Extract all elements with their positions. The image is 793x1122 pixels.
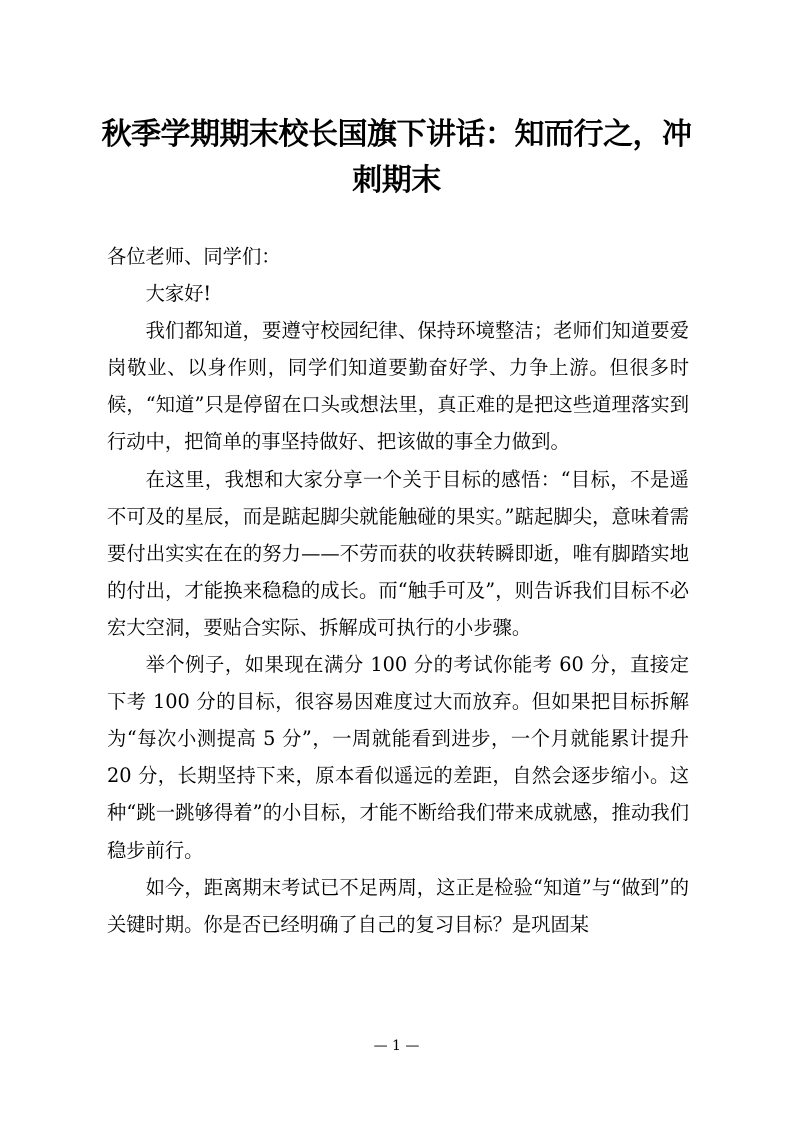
document-title: 秋季学期期末校长国旗下讲话：知而行之，冲刺期末 — [101, 117, 692, 198]
paragraph: 在这里，我想和大家分享一个关于目标的感悟：“目标，不是遥不可及的星辰，而是踮起脚尖就能触碰的果实。”踮起脚尖，意味着需要付出实实在在的努力——不劳而获的收获转瞬即逝，唯有脚踏实地的付出，才能换来稳稳的成长。而“触手可及”，则告诉我们目标不必宏大空洞，要贴合实际、拆解成可执行的小步骤。 — [107, 467, 689, 639]
paragraph: 如今，距离期末考试已不足两周，这正是检验“知道”与“做到”的关键时期。你是否已经明确了自己的复习目标？是巩固某 — [107, 875, 689, 936]
salutation: 各位老师、同学们： — [107, 245, 281, 268]
paragraph: 举个例子，如果现在满分 100 分的考试你能考 60 分，直接定下考 100 分的目标，很容易因难度过大而放弃。但如果把目标拆解为“每次小测提高 5 分”，一周就能看到进步，一个月就能累计提升 20 分，长期坚持下来，原本看似遥远的差距，自然会逐步缩小。这种“跳一跳够得着”的小目标，才能不断给我们带来成就感，推动我们稳步前行。 — [107, 653, 689, 862]
paragraph: 我们都知道，要遵守校园纪律、保持环境整洁；老师们知道要爱岗敬业、以身作则，同学们知道要勤奋好学、力争上游。但很多时候，“知道”只是停留在口头或想法里，真正难的是把这些道理落实到行动中，把简单的事坚持做好、把该做的事全力做到。 — [107, 319, 689, 454]
paragraph-greeting: 大家好! — [145, 282, 212, 306]
page-number: — 1 — — [373, 1038, 420, 1054]
document-body — [107, 238, 689, 943]
